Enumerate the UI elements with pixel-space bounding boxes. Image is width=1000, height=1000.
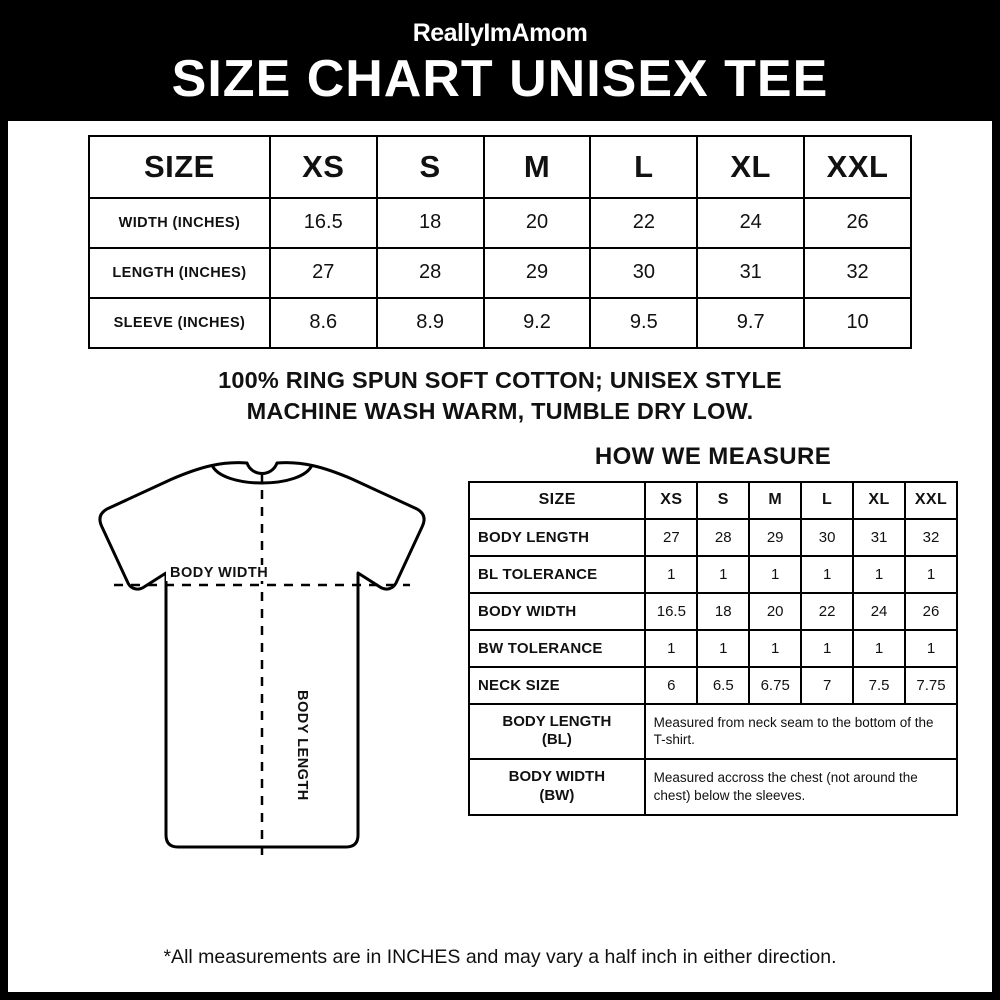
shirt-diagram [62, 443, 462, 863]
hw-cell-bodywidth-xs: 16.5 [645, 593, 697, 630]
hw-row-label-bw-tolerance: BW TOLERANCE [469, 630, 645, 667]
definition-term-line-1: BODY WIDTH [508, 768, 606, 786]
cell-sleeve-s: 8.9 [377, 298, 484, 348]
hw-cell-bodywidth-xl: 24 [853, 593, 905, 630]
definition-term-body-length [469, 704, 645, 760]
hw-cell-neck-xxl: 7.75 [905, 667, 957, 704]
hw-cell-bodylength-xxl: 32 [905, 519, 957, 556]
definition-row [469, 704, 957, 760]
cell-width-xxl: 26 [804, 198, 911, 248]
table-row [89, 248, 911, 298]
definition-term-line-2: (BW) [539, 786, 575, 804]
size-chart-sheet [8, 8, 992, 992]
how-we-measure-title: HOW WE MEASURE [594, 442, 832, 470]
hw-col-header-s: S [697, 482, 749, 519]
table-header-row [469, 482, 957, 519]
hw-cell-bodylength-s: 28 [697, 519, 749, 556]
cell-sleeve-m: 9.2 [484, 298, 591, 348]
row-label-sleeve: SLEEVE (INCHES) [89, 298, 270, 348]
cell-sleeve-xl: 9.7 [697, 298, 804, 348]
definition-desc-body-width: Measured accross the chest (not around the chest) below the sleeves. [645, 759, 957, 815]
hw-cell-bltol-l: 1 [801, 556, 853, 593]
page-title: SIZE CHART UNISEX TEE [171, 50, 829, 108]
hw-cell-bltol-m: 1 [749, 556, 801, 593]
care-line-1: 100% RING SPUN SOFT COTTON; UNISEX STYLE [218, 366, 782, 393]
footnote: *All measurements are in INCHES and may vary a half inch in either direction. [163, 945, 837, 968]
label-body-width: BODY WIDTH [166, 565, 272, 581]
main-size-table-wrap [8, 121, 992, 349]
col-header-xs: XS [270, 136, 377, 198]
hw-cell-bltol-xxl: 1 [905, 556, 957, 593]
label-body-length: BODY LENGTH [294, 686, 310, 805]
cell-sleeve-xs: 8.6 [270, 298, 377, 348]
hw-col-header-xl: XL [853, 482, 905, 519]
col-header-l: L [590, 136, 697, 198]
hw-cell-neck-s: 6.5 [697, 667, 749, 704]
cell-length-m: 29 [484, 248, 591, 298]
cell-sleeve-l: 9.5 [590, 298, 697, 348]
row-label-length: LENGTH (INCHES) [89, 248, 270, 298]
hw-cell-bodywidth-l: 22 [801, 593, 853, 630]
cell-width-xl: 24 [697, 198, 804, 248]
hw-cell-bwtol-xl: 1 [853, 630, 905, 667]
care-line-2: MACHINE WASH WARM, TUMBLE DRY LOW. [246, 397, 754, 424]
how-we-measure-section [462, 443, 958, 863]
hw-cell-bwtol-s: 1 [697, 630, 749, 667]
hw-cell-neck-l: 7 [801, 667, 853, 704]
measurement-definitions-table [468, 703, 958, 816]
hw-row-label-bl-tolerance: BL TOLERANCE [469, 556, 645, 593]
hw-col-header-m: M [749, 482, 801, 519]
col-header-size: SIZE [89, 136, 270, 198]
cell-length-xxl: 32 [804, 248, 911, 298]
cell-width-m: 20 [484, 198, 591, 248]
col-header-xxl: XXL [804, 136, 911, 198]
hw-cell-bodywidth-xxl: 26 [905, 593, 957, 630]
definition-term-line-1: BODY LENGTH [502, 712, 612, 730]
cell-width-s: 18 [377, 198, 484, 248]
hw-cell-bwtol-l: 1 [801, 630, 853, 667]
hw-row-label-body-length: BODY LENGTH [469, 519, 645, 556]
hw-col-header-size: SIZE [469, 482, 645, 519]
definition-term-body-width [469, 759, 645, 815]
table-row [469, 630, 957, 667]
tshirt-outline-icon [62, 443, 462, 863]
lower-section [8, 443, 992, 863]
row-label-width: WIDTH (INCHES) [89, 198, 270, 248]
definition-row [469, 759, 957, 815]
hw-cell-bodywidth-m: 20 [749, 593, 801, 630]
table-row [469, 556, 957, 593]
hw-cell-bltol-s: 1 [697, 556, 749, 593]
table-row [89, 198, 911, 248]
brand-name: ReallyImAmom [412, 19, 588, 47]
main-size-table [88, 135, 912, 349]
col-header-s: S [377, 136, 484, 198]
hw-col-header-l: L [801, 482, 853, 519]
hw-cell-bltol-xs: 1 [645, 556, 697, 593]
definition-desc-body-length: Measured from neck seam to the bottom of the T-shirt. [645, 704, 957, 760]
cell-length-xs: 27 [270, 248, 377, 298]
header-banner [8, 8, 992, 121]
table-row [469, 593, 957, 630]
cell-length-s: 28 [377, 248, 484, 298]
hw-cell-neck-xl: 7.5 [853, 667, 905, 704]
hw-cell-bodylength-xl: 31 [853, 519, 905, 556]
hw-cell-neck-xs: 6 [645, 667, 697, 704]
cell-width-xs: 16.5 [270, 198, 377, 248]
hw-col-header-xs: XS [645, 482, 697, 519]
hw-cell-bodylength-l: 30 [801, 519, 853, 556]
table-row [89, 298, 911, 348]
table-header-row [89, 136, 911, 198]
hw-cell-bodywidth-s: 18 [697, 593, 749, 630]
cell-width-l: 22 [590, 198, 697, 248]
cell-sleeve-xxl: 10 [804, 298, 911, 348]
hw-row-label-body-width: BODY WIDTH [469, 593, 645, 630]
definition-term-line-2: (BL) [541, 731, 572, 749]
table-row [469, 667, 957, 704]
table-row [469, 519, 957, 556]
hw-cell-bltol-xl: 1 [853, 556, 905, 593]
hw-row-label-neck-size: NECK SIZE [469, 667, 645, 704]
hw-cell-bwtol-xs: 1 [645, 630, 697, 667]
hw-cell-bwtol-xxl: 1 [905, 630, 957, 667]
how-we-measure-table [468, 481, 958, 705]
hw-cell-neck-m: 6.75 [749, 667, 801, 704]
hw-col-header-xxl: XXL [905, 482, 957, 519]
col-header-m: M [484, 136, 591, 198]
hw-cell-bwtol-m: 1 [749, 630, 801, 667]
hw-cell-bodylength-m: 29 [749, 519, 801, 556]
cell-length-xl: 31 [697, 248, 804, 298]
hw-cell-bodylength-xs: 27 [645, 519, 697, 556]
care-instructions [8, 365, 992, 427]
cell-length-l: 30 [590, 248, 697, 298]
col-header-xl: XL [697, 136, 804, 198]
